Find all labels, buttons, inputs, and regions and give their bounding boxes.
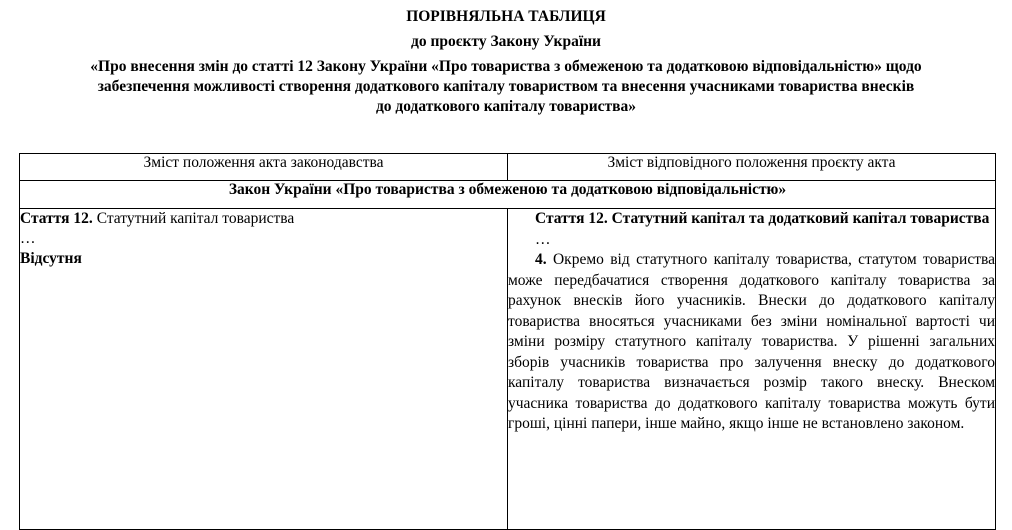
paragraph-text: Окремо від статутного капіталу товариства, статутом товариства може передбачатися створення додаткового капіталу товариства за рахунок внесків його учасників. Внески до додаткового капіталу товариства вносяться учасниками без зміни номінальної вартості чи зміни розміру статутного капіталу товариства. У рішенні загальних зборів учасників товариства про залучення внеску до додаткового капіталу товариства визначається розмір такого внеску. Внеском учасника товариства до додаткового капіталу товариства можуть бути гроші, цінні папери, інше майно, якщо інше не встановлено законом. <box>508 251 995 432</box>
omission-ellipsis: … <box>535 230 551 248</box>
law-title: Закон України «Про товариства з обмеженою та додатковою відповідальністю» <box>20 181 996 209</box>
current-law-cell <box>20 209 508 530</box>
table-row <box>20 209 996 530</box>
bill-name <box>0 57 1012 117</box>
document-title: ПОРІВНЯЛЬНА ТАБЛИЦЯ <box>406 8 606 25</box>
current-article-title: Статутний капітал товариства <box>92 210 295 227</box>
law-title-row <box>20 181 996 209</box>
column-header-current-law: Зміст положення акта законодавства <box>20 154 508 181</box>
document-subtitle: до проєкту Закону України <box>411 33 601 50</box>
bill-name-line: «Про внесення змін до статті 12 Закону України «Про товариства з обмеженою та додатковою відповідальністю» щодо <box>90 58 922 75</box>
column-header-draft-act: Зміст відповідного положення проєкту акта <box>508 154 996 181</box>
draft-article-heading: Стаття 12. Статутний капітал та додатковий капітал товариства <box>535 210 990 227</box>
bill-name-line: забезпечення можливості створення додаткового капіталу товариством та внесення учасниками товариства внесків <box>97 78 915 95</box>
omission-ellipsis: … <box>20 230 36 247</box>
draft-paragraph-4 <box>508 250 995 435</box>
absent-label: Відсутня <box>20 250 82 267</box>
comparison-table <box>19 153 996 530</box>
bill-name-line: до додаткового капіталу товариства» <box>375 98 637 115</box>
table-header-row <box>20 154 996 181</box>
paragraph-number: 4. <box>535 251 547 268</box>
current-article-heading <box>20 209 507 229</box>
draft-act-cell <box>508 209 996 530</box>
current-article-label: Стаття 12. <box>20 210 93 227</box>
